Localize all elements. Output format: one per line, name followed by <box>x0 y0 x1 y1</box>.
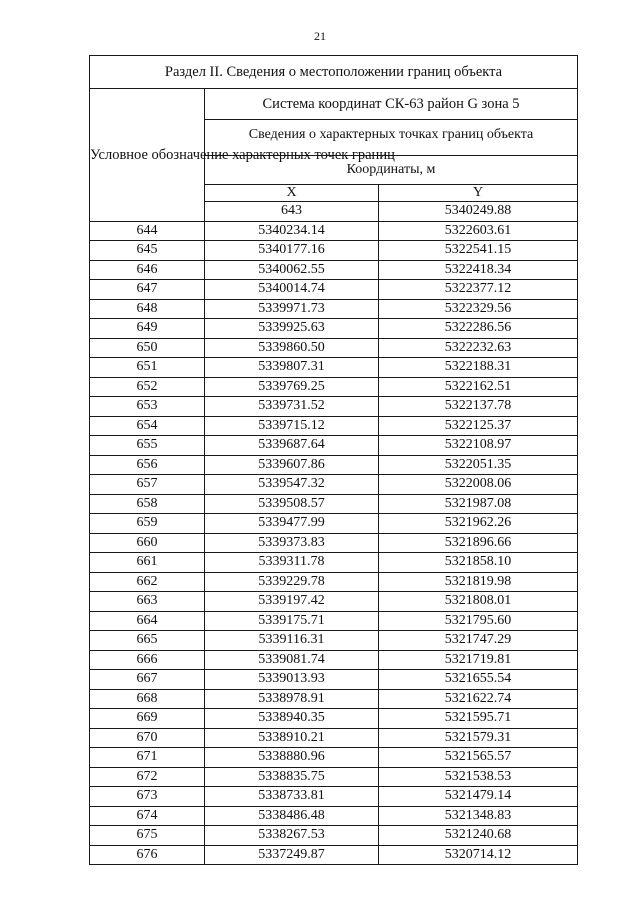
point-number-cell: 669 <box>90 709 205 729</box>
y-header: Y <box>379 185 578 202</box>
y-coordinate-cell: 5322418.34 <box>379 260 578 280</box>
table-body <box>90 56 578 865</box>
point-number-cell: 663 <box>90 592 205 612</box>
table-row <box>90 260 578 280</box>
point-number-cell: 673 <box>90 787 205 807</box>
x-coordinate-cell: 5340177.16 <box>205 241 379 261</box>
point-number-cell: 668 <box>90 689 205 709</box>
y-coordinate-cell: 5321348.83 <box>379 806 578 826</box>
table-row <box>90 728 578 748</box>
point-number-cell: 643 <box>205 202 379 222</box>
y-coordinate-cell: 5321808.01 <box>379 592 578 612</box>
table-row <box>90 416 578 436</box>
point-number-cell: 652 <box>90 377 205 397</box>
section-title: Раздел II. Сведения о местоположении границ объекта <box>90 56 578 89</box>
point-number-cell: 648 <box>90 299 205 319</box>
point-number-cell: 665 <box>90 631 205 651</box>
table-row <box>90 475 578 495</box>
x-coordinate-cell: 5339175.71 <box>205 611 379 631</box>
point-number-cell: 653 <box>90 397 205 417</box>
point-number-cell: 660 <box>90 533 205 553</box>
x-coordinate-cell: 5339860.50 <box>205 338 379 358</box>
x-coordinate-cell: 5339477.99 <box>205 514 379 534</box>
x-coordinate-cell: 5339116.31 <box>205 631 379 651</box>
table-row <box>90 358 578 378</box>
point-number-cell: 650 <box>90 338 205 358</box>
x-coordinate-cell: 5338835.75 <box>205 767 379 787</box>
x-coordinate-cell: 5339013.93 <box>205 670 379 690</box>
point-number-cell: 674 <box>90 806 205 826</box>
coord-system-row <box>90 89 578 120</box>
y-coordinate-cell: 5322377.12 <box>379 280 578 300</box>
y-coordinate-cell: 5321719.81 <box>379 650 578 670</box>
coordinates-table <box>89 55 578 865</box>
x-coordinate-cell: 5339547.32 <box>205 475 379 495</box>
x-coordinate-cell: 5339508.57 <box>205 494 379 514</box>
y-coordinate-cell: 5321655.54 <box>379 670 578 690</box>
point-number-cell: 675 <box>90 826 205 846</box>
y-coordinate-cell: 5322188.31 <box>379 358 578 378</box>
table-row <box>90 553 578 573</box>
table-row <box>90 221 578 241</box>
table-row <box>90 650 578 670</box>
table-row <box>90 299 578 319</box>
points-info-text: Сведения о характерных точках границ объекта <box>248 126 534 142</box>
y-coordinate-cell: 5321962.26 <box>379 514 578 534</box>
table-row <box>90 397 578 417</box>
y-coordinate-cell: 5321595.71 <box>379 709 578 729</box>
point-number-cell: 666 <box>90 650 205 670</box>
point-number-cell: 646 <box>90 260 205 280</box>
point-number-cell: 654 <box>90 416 205 436</box>
x-header: X <box>205 185 379 202</box>
table-row <box>90 709 578 729</box>
point-number-cell: 664 <box>90 611 205 631</box>
table-row <box>90 533 578 553</box>
x-coordinate-cell: 5339807.31 <box>205 358 379 378</box>
y-coordinate-cell: 5322603.61 <box>379 221 578 241</box>
point-number-cell: 676 <box>90 845 205 865</box>
y-coordinate-cell: 5322051.35 <box>379 455 578 475</box>
point-number-cell: 661 <box>90 553 205 573</box>
y-coordinate-cell: 5321622.74 <box>379 689 578 709</box>
point-number-cell: 645 <box>90 241 205 261</box>
table-row <box>90 748 578 768</box>
table-row <box>90 494 578 514</box>
point-label-header: Условное обозначение характерных точек границ <box>90 89 205 222</box>
y-coordinate-cell: 5321479.14 <box>379 787 578 807</box>
x-coordinate-cell: 5338940.35 <box>205 709 379 729</box>
y-coordinate-cell: 5321579.31 <box>379 728 578 748</box>
point-number-cell: 670 <box>90 728 205 748</box>
table-row <box>90 436 578 456</box>
y-coordinate-cell: 5321747.29 <box>379 631 578 651</box>
x-coordinate-cell: 5339229.78 <box>205 572 379 592</box>
point-number-cell: 662 <box>90 572 205 592</box>
y-coordinate-cell: 5322541.15 <box>379 241 578 261</box>
table-row <box>90 787 578 807</box>
x-coordinate-cell: 5340014.74 <box>205 280 379 300</box>
y-coordinate-cell: 5321858.10 <box>379 553 578 573</box>
x-coordinate-cell: 5339971.73 <box>205 299 379 319</box>
y-coordinate-cell: 5322329.56 <box>379 299 578 319</box>
x-coordinate-cell: 5338267.53 <box>205 826 379 846</box>
x-coordinate-cell: 5339607.86 <box>205 455 379 475</box>
x-coordinate-cell: 5339373.83 <box>205 533 379 553</box>
page-number: 21 <box>314 29 326 43</box>
x-coordinate-cell: 5339687.64 <box>205 436 379 456</box>
table-row <box>90 631 578 651</box>
x-coordinate-cell: 5340062.55 <box>205 260 379 280</box>
table-row <box>90 689 578 709</box>
table-row <box>90 280 578 300</box>
table-row <box>90 670 578 690</box>
y-coordinate-cell: 5322286.56 <box>379 319 578 339</box>
coord-system-header: Система координат СК-63 район G зона 5 <box>205 89 578 120</box>
table-row <box>90 767 578 787</box>
point-number-cell: 667 <box>90 670 205 690</box>
table-row <box>90 592 578 612</box>
x-coordinate-cell: 5340249.88 <box>379 202 578 222</box>
point-number-cell: 649 <box>90 319 205 339</box>
point-number-cell: 656 <box>90 455 205 475</box>
table-row <box>90 241 578 261</box>
point-number-cell: 651 <box>90 358 205 378</box>
x-coordinate-cell: 5338978.91 <box>205 689 379 709</box>
coords-header: Координаты, м <box>205 156 578 185</box>
table-row <box>90 514 578 534</box>
x-coordinate-cell: 5337249.87 <box>205 845 379 865</box>
x-coordinate-cell: 5339769.25 <box>205 377 379 397</box>
y-coordinate-cell: 5322125.37 <box>379 416 578 436</box>
y-coordinate-cell: 5322008.06 <box>379 475 578 495</box>
y-coordinate-cell: 5321987.08 <box>379 494 578 514</box>
y-coordinate-cell: 5322108.97 <box>379 436 578 456</box>
section-title-row <box>90 56 578 89</box>
x-coordinate-cell: 5339197.42 <box>205 592 379 612</box>
x-coordinate-cell: 5339081.74 <box>205 650 379 670</box>
point-number-cell: 647 <box>90 280 205 300</box>
point-number-cell: 655 <box>90 436 205 456</box>
table-row <box>90 377 578 397</box>
x-coordinate-cell: 5339715.12 <box>205 416 379 436</box>
table-row <box>90 572 578 592</box>
table-row <box>90 806 578 826</box>
y-coordinate-cell: 5322232.63 <box>379 338 578 358</box>
table-row <box>90 455 578 475</box>
y-coordinate-cell: 5321565.57 <box>379 748 578 768</box>
point-number-cell: 657 <box>90 475 205 495</box>
y-coordinate-cell: 5322137.78 <box>379 397 578 417</box>
point-number-cell: 658 <box>90 494 205 514</box>
point-number-cell: 644 <box>90 221 205 241</box>
table-row <box>90 845 578 865</box>
point-number-cell: 672 <box>90 767 205 787</box>
x-coordinate-cell: 5338880.96 <box>205 748 379 768</box>
y-coordinate-cell: 5321896.66 <box>379 533 578 553</box>
x-coordinate-cell: 5339731.52 <box>205 397 379 417</box>
y-coordinate-cell: 5321240.68 <box>379 826 578 846</box>
y-coordinate-cell: 5321819.98 <box>379 572 578 592</box>
y-coordinate-cell: 5322162.51 <box>379 377 578 397</box>
x-coordinate-cell: 5338733.81 <box>205 787 379 807</box>
point-number-cell: 671 <box>90 748 205 768</box>
y-coordinate-cell: 5321795.60 <box>379 611 578 631</box>
table-row <box>90 826 578 846</box>
x-coordinate-cell: 5340234.14 <box>205 221 379 241</box>
y-coordinate-cell: 5321538.53 <box>379 767 578 787</box>
x-coordinate-cell: 5339925.63 <box>205 319 379 339</box>
x-coordinate-cell: 5338910.21 <box>205 728 379 748</box>
table-row <box>90 319 578 339</box>
table-row <box>90 611 578 631</box>
point-number-cell: 659 <box>90 514 205 534</box>
table-row <box>90 338 578 358</box>
x-coordinate-cell: 5339311.78 <box>205 553 379 573</box>
x-coordinate-cell: 5338486.48 <box>205 806 379 826</box>
y-coordinate-cell: 5320714.12 <box>379 845 578 865</box>
